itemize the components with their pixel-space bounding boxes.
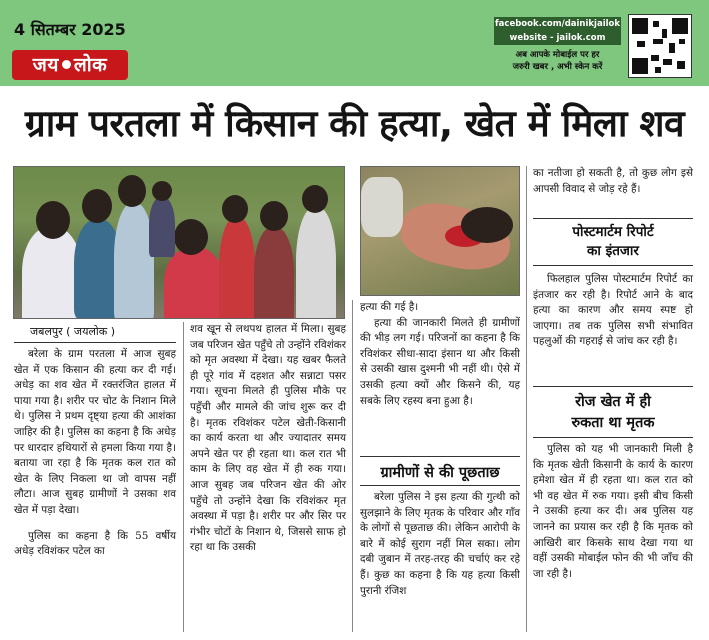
article-column-3 <box>360 300 520 409</box>
subhead-stayed-in-field <box>533 392 693 434</box>
article-column-1 <box>14 347 176 560</box>
subhead-line: रोज खेत में ही <box>575 394 651 410</box>
victim-photo <box>360 166 520 296</box>
column-divider <box>526 166 527 632</box>
paragraph: पुलिस का कहना है कि 55 वर्षीय अधेड़ रविशंकर पटेल का <box>14 529 176 558</box>
issue-date: 4 सितम्बर 2025 <box>14 20 126 39</box>
paragraph: पुलिस को यह भी जानकारी मिली है कि मृतक खेती किसानी के कार्य के कारण हमेशा खेत में ही रहता था। कल रात को भी वह खेत में रुक गया। इसी बीच किसी ने उसकी हत्या कर दी। अब पुलिस यह जानने का प्रयास कर रही है कि मृतक को आखिरी बार किसके साथ देखा गया था वहीं उसकी मोबाईल फोन की भी जाँच की जा रही है। <box>533 443 693 580</box>
subhead-rule <box>360 485 520 486</box>
subhead-line: रुकता था मृतक <box>571 415 655 431</box>
paragraph: का नतीजा हो सकती है, तो कुछ लोग इसे आपसी विवाद से जोड़ रहे हैं। <box>533 167 693 195</box>
paragraph: फिलहाल पुलिस पोस्टमार्टम रिपोर्ट का इंतजार कर रही है। रिपोर्ट आने के बाद हत्या का कारण और समय स्पष्ट हो जाएगा। तब तक पुलिस सभी संभावित पहलुओं की गहराई से जांच कर रही है। <box>533 273 693 348</box>
crowd-photo <box>13 166 345 319</box>
dateline-rule <box>14 342 176 343</box>
scan-tagline <box>494 49 621 73</box>
paragraph: हत्या की जानकारी मिलते ही ग्रामीणों की भीड़ लग गई। परिजनों का कहना है कि रविशंकर सीधा-सादा इंसान था और किसी से उसकी खास दुश्मनी भी नहीं थी। ऐसे में उसकी हत्या क्यों और किसने की, यह सबके लिए रहस्य बना हुआ है। <box>360 316 520 407</box>
dateline: जबलपुर ( जयलोक ) <box>30 325 116 338</box>
column-divider <box>183 322 184 632</box>
paragraph: बरेला पुलिस ने इस हत्या की गुत्थी को सुलझाने के लिए मृतक के परिवार और गाँव के लोगों से पूछताछ की। लेकिन आरोपी के बारे में कोई सुराग नहीं मिल सका। लोग दबी जुबान में तरह-तरह की चर्चाएं कर रहे हैं। कुछ का कहना है कि यह हत्या किसी पुरानी रंजिश <box>360 491 520 597</box>
paragraph: शव खून से लथपथ हालत में मिला। सुबह जब परिजन खेत पहुँचे तो उन्होंने रविशंकर को मृत अवस्था में देखा। यह खबर फैलते ही पूरे गांव में दहशत और सन्नाटा पसर गया। सूचना मिलते ही पुलिस मौके पर पहुँची और मामले की जांच शुरू कर दी है। मृतक रविशंकर पटेल खेती-किसानी का कार्य करता था और ज्यादातर समय अपने खेत पर ही रहता था। कल रात भी काम के लिए वह खेत में ही रुक गया। आज सुबह जब परिजन खेत की ओर पहुँचे तो उन्होंने देखा कि रविशंकर मृत अवस्था में पड़ा है। शरीर पर और सिर पर गंभीर चोटों के निशान थे, जिससे साफ हो रहा था कि उसकी <box>190 323 346 554</box>
subhead-rule <box>533 386 693 387</box>
subhead-rule <box>533 265 693 266</box>
paragraph: हत्या की गई है। <box>360 301 419 313</box>
website-link[interactable]: website - jailok.com <box>509 33 606 43</box>
subhead-line: पोस्टमार्टम रिपोर्ट <box>572 224 654 240</box>
logo-word-left: जय <box>32 54 59 76</box>
subhead-postmortem <box>533 223 693 261</box>
article-column-2 <box>190 322 346 556</box>
main-headline: ग्राम परतला में किसान की हत्या, खेत में मिला शव <box>24 102 685 145</box>
subhead-line: का इंतजार <box>587 243 639 259</box>
subhead-rule <box>360 456 520 457</box>
tagline-line-1: अब आपके मोबाईल पर हर <box>515 50 600 60</box>
qr-code-icon[interactable] <box>628 14 692 78</box>
social-links-box <box>494 17 621 45</box>
column-divider <box>352 300 353 632</box>
article-column-3-continued <box>360 490 520 599</box>
newspaper-logo <box>12 50 128 80</box>
subhead-rule <box>533 218 693 219</box>
tagline-line-2: जरुरी खबर , अभी स्केन करें <box>512 62 603 72</box>
facebook-link[interactable]: facebook.com/dainikjailok <box>494 19 621 29</box>
subhead-rule <box>533 437 693 438</box>
paragraph: बरेला के ग्राम परतला में आज सुबह खेत में एक किसान की हत्या कर दी गई। अधेड़ का शव खेत में रक्तरंजित हालत में पाया गया है। शरीर पर चोट के निशान मिले थे। पुलिस ने प्रथम दृष्ट्या हत्या की आशंका जाहिर की है। पुलिस का कहना है कि अधेड़ पर धारदार हथियारों से हमला किया गया है। बताया जा रहा है कि मृतक कल रात को खेत के लिए निकला था जो वापस नहीं लौटा। आज सुबह ग्रामीणों ने उसका शव खेत में पड़ा देखा। <box>14 348 176 516</box>
logo-globe-icon <box>62 60 71 69</box>
article-column-4-section-3 <box>533 442 693 582</box>
article-column-4-section-2 <box>533 272 693 350</box>
logo-word-right: लोक <box>73 54 108 76</box>
subhead-village-inquiry: ग्रामीणों से की पूछताछ <box>380 465 500 481</box>
article-column-4 <box>533 166 693 197</box>
